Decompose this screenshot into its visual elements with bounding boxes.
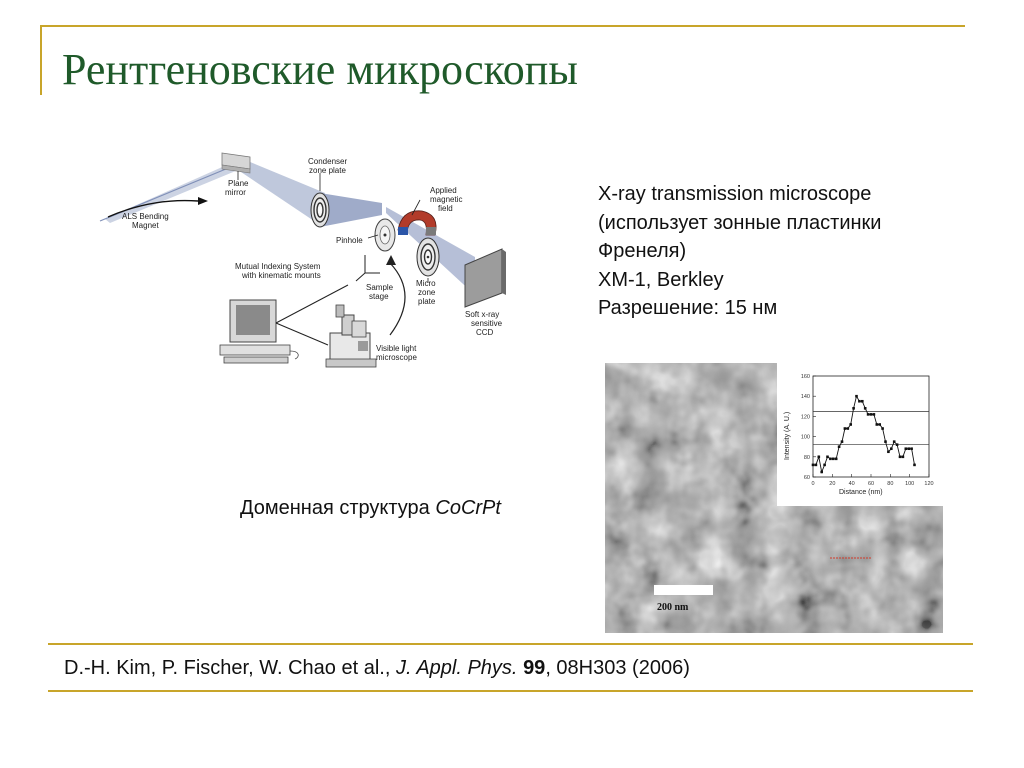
x-tick-label: 100 (905, 481, 915, 487)
data-point (844, 427, 847, 430)
data-point (858, 400, 861, 403)
label-condenser-line2: zone plate (309, 166, 346, 175)
label-micro-zone-line2: zone (418, 288, 436, 297)
data-point (855, 395, 858, 398)
citation-authors: D.-H. Kim, P. Fischer, W. Chao et al., (64, 657, 396, 679)
label-sample-stage-line1: Sample (366, 283, 394, 292)
info-line: X-ray transmission microscope (598, 183, 872, 205)
data-point (907, 447, 910, 450)
top-rule (40, 25, 965, 27)
micro-zone-plate (417, 238, 439, 276)
data-point (818, 456, 821, 459)
citation (64, 657, 690, 680)
data-point (896, 443, 899, 446)
data-point (884, 440, 887, 443)
label-condenser-line1: Condenser (308, 157, 348, 166)
left-rule (40, 25, 42, 95)
sample-stage-axes (356, 255, 380, 281)
label-micro-zone-line1: Micro (416, 279, 436, 288)
microscope-info (598, 180, 881, 323)
x-tick-label: 20 (829, 481, 836, 487)
citation-volume: 99 (523, 657, 546, 679)
label-soft-xray-line2: sensitive (471, 319, 503, 328)
data-point (832, 458, 835, 461)
data-point (838, 445, 841, 448)
data-point (820, 471, 823, 474)
data-point (873, 413, 876, 416)
data-point (812, 464, 815, 467)
computer (220, 300, 298, 363)
data-point (893, 440, 896, 443)
data-point (847, 427, 850, 430)
intensity-profile-chart (777, 363, 943, 506)
data-point (823, 464, 826, 467)
data-point (861, 400, 864, 403)
data-point (835, 458, 838, 461)
label-micro-zone-line3: plate (418, 297, 436, 306)
chart-ylabel: Intensity (A. U.) (784, 411, 791, 460)
xray-microscope-diagram (90, 145, 520, 380)
bottom-rule-lower (48, 690, 973, 692)
x-tick-label: 0 (811, 481, 815, 487)
data-point (867, 413, 870, 416)
data-point (902, 456, 905, 459)
chart-xlabel: Distance (nm) (839, 489, 883, 496)
label-soft-xray-line1: Soft x-ray (465, 310, 500, 319)
data-point (905, 447, 908, 450)
label-field-line3: field (438, 204, 453, 213)
x-tick-label: 60 (867, 481, 875, 487)
condenser-zone-plate (311, 193, 329, 227)
domain-label-prefix: Доменная структура (240, 497, 436, 519)
y-tick-label: 60 (803, 475, 810, 481)
bottom-rule-upper (48, 643, 973, 645)
data-point (829, 458, 832, 461)
label-plane-mirror-line1: Plane (228, 179, 249, 188)
data-point (864, 407, 867, 410)
y-tick-label: 80 (803, 454, 810, 461)
info-line: Разрешение: 15 нм (598, 297, 778, 319)
data-point (890, 447, 893, 450)
x-tick-label: 40 (848, 481, 855, 487)
x-tick-label: 80 (887, 481, 894, 487)
scale-bar (654, 585, 713, 595)
data-point (913, 464, 916, 467)
label-visible-line1: Visible light (376, 344, 417, 353)
label-field-line2: magnetic (430, 195, 463, 204)
data-point (852, 407, 855, 410)
label-plane-mirror-line2: mirror (225, 188, 246, 197)
label-mutual-line2: with kinematic mounts (242, 271, 321, 280)
data-point (878, 423, 881, 426)
data-point (887, 450, 890, 453)
label-sample-stage-line2: stage (369, 292, 389, 301)
data-point (870, 413, 873, 416)
info-line: (использует зонные пластинки (598, 211, 882, 234)
data-point (849, 423, 852, 426)
domain-structure-label (240, 497, 501, 520)
label-visible-line2: microscope (376, 353, 417, 362)
data-point (876, 423, 879, 426)
label-mutual-line1: Mutual Indexing System (235, 262, 321, 271)
scale-bar-label: 200 nm (657, 602, 689, 613)
data-point (815, 464, 818, 467)
label-field-line1: Applied (430, 186, 457, 195)
data-point (841, 440, 844, 443)
y-tick-label: 140 (800, 394, 810, 401)
material-name: CoCrPt (435, 497, 501, 519)
y-tick-label: 120 (800, 414, 810, 421)
citation-rest: , 08H303 (2006) (545, 657, 690, 679)
label-soft-xray-line3: CCD (476, 328, 494, 337)
x-tick-label: 120 (924, 481, 934, 487)
data-point (881, 427, 884, 430)
label-als-line1: ALS Bending (122, 212, 169, 221)
slide-title: Рентгеновские микроскопы (62, 45, 578, 94)
citation-journal: J. Appl. Phys. (395, 657, 518, 679)
label-pinhole: Pinhole (336, 236, 363, 245)
info-line: Френеля) (598, 240, 687, 262)
visible-light-microscope (326, 305, 376, 367)
y-tick-label: 100 (800, 434, 810, 441)
data-point (826, 456, 829, 459)
info-line: XM-1, Berkley (598, 268, 724, 291)
y-tick-label: 160 (800, 374, 810, 380)
label-als-line2: Magnet (132, 221, 159, 230)
data-point (899, 456, 902, 459)
data-point (910, 447, 913, 450)
